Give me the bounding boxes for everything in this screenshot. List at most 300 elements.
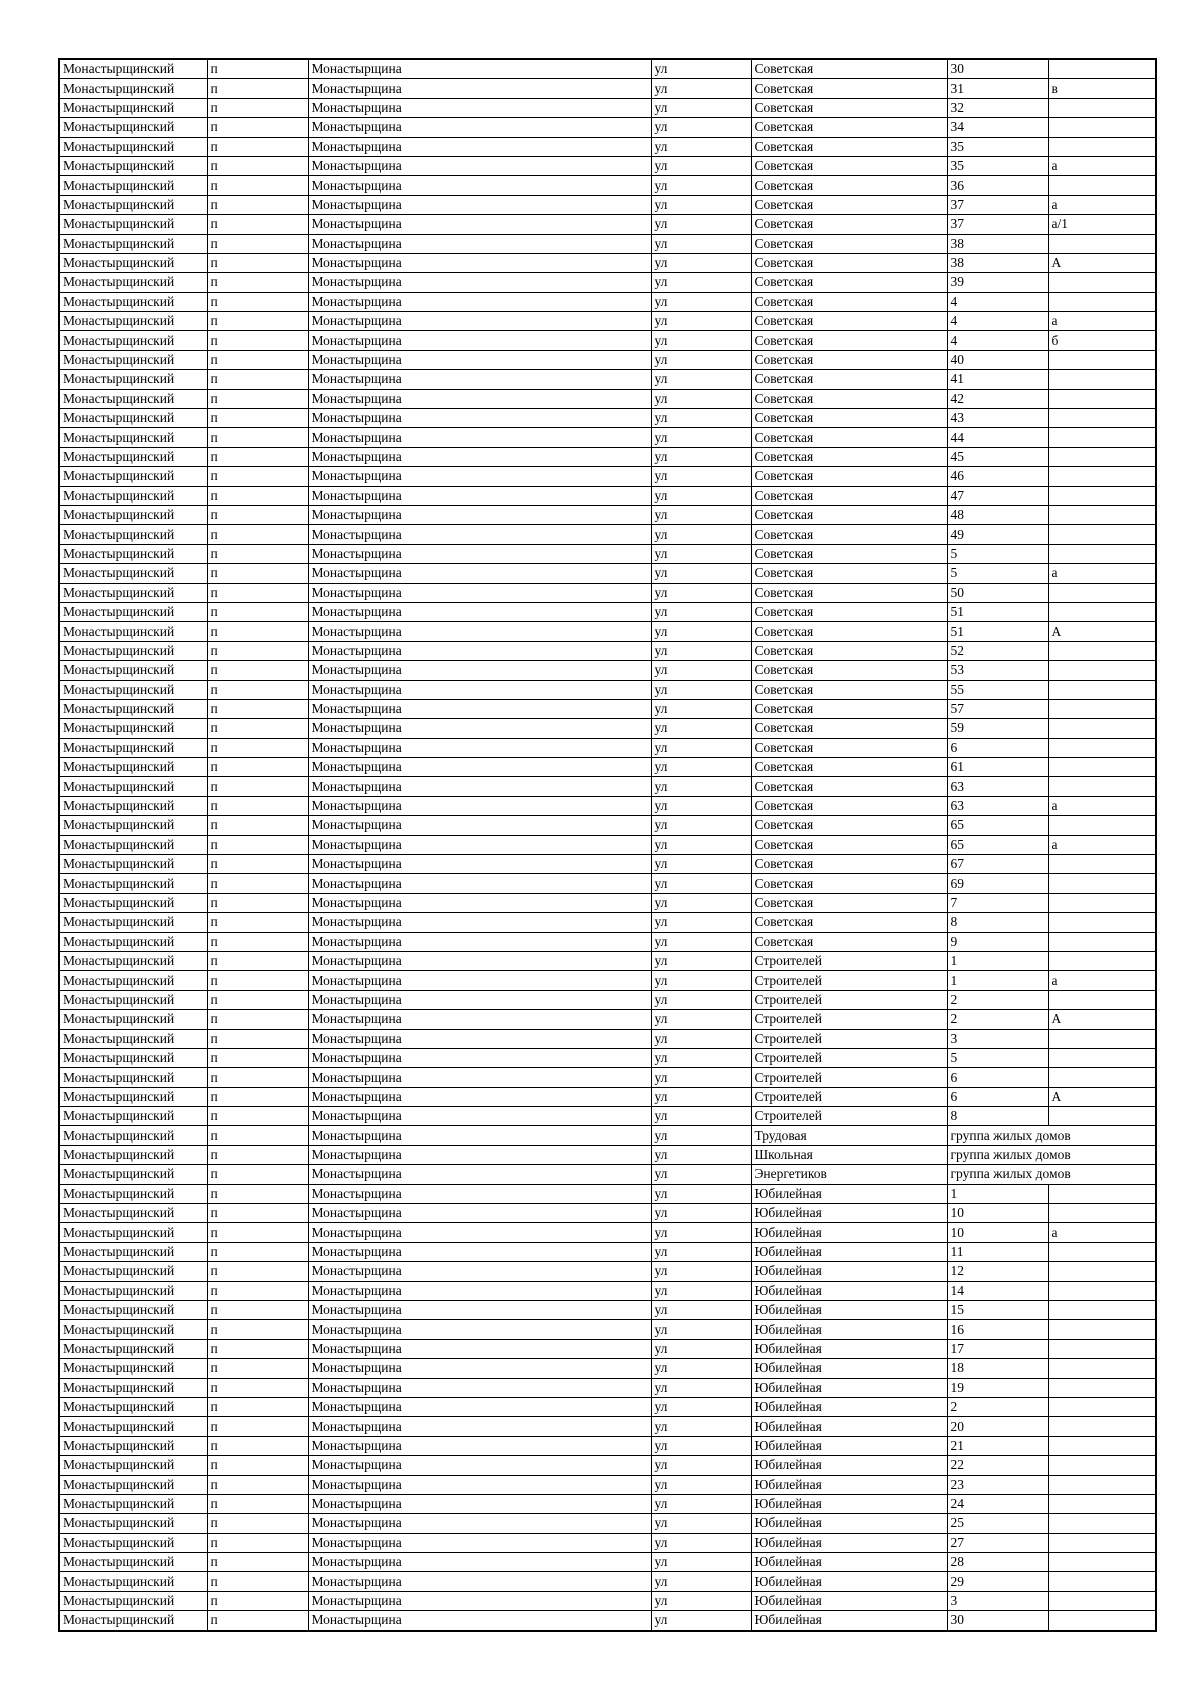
street-type-cell: ул bbox=[651, 1475, 751, 1494]
street-type-cell: ул bbox=[651, 1320, 751, 1339]
house-cell: 67 bbox=[947, 855, 1048, 874]
table-row bbox=[59, 1010, 1156, 1029]
settlement-cell: Монастырщина bbox=[308, 234, 651, 253]
table-row bbox=[59, 409, 1156, 428]
table-row bbox=[59, 544, 1156, 563]
street-type-cell: ул bbox=[651, 273, 751, 292]
table-row bbox=[59, 564, 1156, 583]
letter-cell bbox=[1048, 1475, 1156, 1494]
settlement-cell: Монастырщина bbox=[308, 1223, 651, 1242]
settlement-cell: Монастырщина bbox=[308, 312, 651, 331]
table-row bbox=[59, 1533, 1156, 1552]
letter-cell bbox=[1048, 1301, 1156, 1320]
table-row bbox=[59, 1204, 1156, 1223]
district-cell: Монастырщинский bbox=[59, 486, 207, 505]
settlement-cell: Монастырщина bbox=[308, 680, 651, 699]
letter-cell bbox=[1048, 951, 1156, 970]
district-cell: Монастырщинский bbox=[59, 1611, 207, 1631]
settlement-type-cell: п bbox=[207, 292, 308, 311]
street-cell: Советская bbox=[751, 137, 947, 156]
settlement-type-cell: п bbox=[207, 195, 308, 214]
house-cell: 55 bbox=[947, 680, 1048, 699]
street-type-cell: ул bbox=[651, 1087, 751, 1106]
street-type-cell: ул bbox=[651, 467, 751, 486]
district-cell: Монастырщинский bbox=[59, 1048, 207, 1067]
house-cell: 47 bbox=[947, 486, 1048, 505]
street-cell: Советская bbox=[751, 758, 947, 777]
house-cell: 25 bbox=[947, 1514, 1048, 1533]
street-cell: Строителей bbox=[751, 990, 947, 1009]
settlement-cell: Монастырщина bbox=[308, 971, 651, 990]
house-cell: 8 bbox=[947, 913, 1048, 932]
house-cell: 23 bbox=[947, 1475, 1048, 1494]
street-type-cell: ул bbox=[651, 195, 751, 214]
district-cell: Монастырщинский bbox=[59, 137, 207, 156]
district-cell: Монастырщинский bbox=[59, 719, 207, 738]
district-cell: Монастырщинский bbox=[59, 932, 207, 951]
street-cell: Юбилейная bbox=[751, 1494, 947, 1513]
district-cell: Монастырщинский bbox=[59, 738, 207, 757]
district-cell: Монастырщинский bbox=[59, 409, 207, 428]
street-type-cell: ул bbox=[651, 641, 751, 660]
letter-cell bbox=[1048, 137, 1156, 156]
district-cell: Монастырщинский bbox=[59, 1436, 207, 1455]
settlement-type-cell: п bbox=[207, 137, 308, 156]
street-type-cell: ул bbox=[651, 1514, 751, 1533]
settlement-cell: Монастырщина bbox=[308, 1533, 651, 1552]
letter-cell bbox=[1048, 1611, 1156, 1631]
street-cell: Советская bbox=[751, 292, 947, 311]
settlement-cell: Монастырщина bbox=[308, 195, 651, 214]
table-row bbox=[59, 1223, 1156, 1242]
settlement-cell: Монастырщина bbox=[308, 176, 651, 195]
street-cell: Строителей bbox=[751, 1068, 947, 1087]
letter-cell bbox=[1048, 777, 1156, 796]
settlement-cell: Монастырщина bbox=[308, 855, 651, 874]
house-cell: 30 bbox=[947, 1611, 1048, 1631]
street-type-cell: ул bbox=[651, 215, 751, 234]
district-cell: Монастырщинский bbox=[59, 680, 207, 699]
district-cell: Монастырщинский bbox=[59, 602, 207, 621]
table-row bbox=[59, 1184, 1156, 1203]
table-row bbox=[59, 1145, 1156, 1164]
settlement-type-cell: п bbox=[207, 758, 308, 777]
settlement-type-cell: п bbox=[207, 796, 308, 815]
letter-cell bbox=[1048, 1242, 1156, 1261]
table-row bbox=[59, 816, 1156, 835]
settlement-type-cell: п bbox=[207, 544, 308, 563]
settlement-cell: Монастырщина bbox=[308, 913, 651, 932]
street-type-cell: ул bbox=[651, 1301, 751, 1320]
district-cell: Монастырщинский bbox=[59, 1417, 207, 1436]
table-row bbox=[59, 855, 1156, 874]
letter-cell: а bbox=[1048, 195, 1156, 214]
street-cell: Юбилейная bbox=[751, 1301, 947, 1320]
house-cell: 35 bbox=[947, 137, 1048, 156]
street-cell: Строителей bbox=[751, 1107, 947, 1126]
street-type-cell: ул bbox=[651, 544, 751, 563]
house-cell: 52 bbox=[947, 641, 1048, 660]
district-cell: Монастырщинский bbox=[59, 1107, 207, 1126]
letter-cell bbox=[1048, 738, 1156, 757]
letter-cell bbox=[1048, 1533, 1156, 1552]
house-cell: 19 bbox=[947, 1378, 1048, 1397]
letter-cell bbox=[1048, 1378, 1156, 1397]
letter-cell bbox=[1048, 1436, 1156, 1455]
settlement-type-cell: п bbox=[207, 719, 308, 738]
house-cell: 44 bbox=[947, 428, 1048, 447]
street-cell: Советская bbox=[751, 583, 947, 602]
street-type-cell: ул bbox=[651, 505, 751, 524]
district-cell: Монастырщинский bbox=[59, 370, 207, 389]
settlement-type-cell: п bbox=[207, 1475, 308, 1494]
settlement-cell: Монастырщина bbox=[308, 796, 651, 815]
street-type-cell: ул bbox=[651, 1397, 751, 1416]
house-cell: 3 bbox=[947, 1591, 1048, 1610]
settlement-type-cell: п bbox=[207, 1204, 308, 1223]
street-type-cell: ул bbox=[651, 370, 751, 389]
district-cell: Монастырщинский bbox=[59, 1165, 207, 1184]
table-row bbox=[59, 1456, 1156, 1475]
district-cell: Монастырщинский bbox=[59, 661, 207, 680]
street-type-cell: ул bbox=[651, 525, 751, 544]
district-cell: Монастырщинский bbox=[59, 971, 207, 990]
settlement-type-cell: п bbox=[207, 951, 308, 970]
table-row bbox=[59, 98, 1156, 117]
street-type-cell: ул bbox=[651, 893, 751, 912]
house-cell: 50 bbox=[947, 583, 1048, 602]
house-cell: 20 bbox=[947, 1417, 1048, 1436]
street-type-cell: ул bbox=[651, 1223, 751, 1242]
street-cell: Юбилейная bbox=[751, 1553, 947, 1572]
letter-cell bbox=[1048, 990, 1156, 1009]
house-cell: 4 bbox=[947, 331, 1048, 350]
letter-cell bbox=[1048, 855, 1156, 874]
district-cell: Монастырщинский bbox=[59, 913, 207, 932]
table-row bbox=[59, 1553, 1156, 1572]
table-row bbox=[59, 1475, 1156, 1494]
letter-cell bbox=[1048, 1359, 1156, 1378]
district-cell: Монастырщинский bbox=[59, 428, 207, 447]
district-cell: Монастырщинский bbox=[59, 1359, 207, 1378]
street-type-cell: ул bbox=[651, 932, 751, 951]
street-type-cell: ул bbox=[651, 1126, 751, 1145]
settlement-cell: Монастырщина bbox=[308, 1436, 651, 1455]
settlement-type-cell: п bbox=[207, 641, 308, 660]
street-cell: Советская bbox=[751, 777, 947, 796]
district-cell: Монастырщинский bbox=[59, 699, 207, 718]
settlement-cell: Монастырщина bbox=[308, 1281, 651, 1300]
street-cell: Советская bbox=[751, 602, 947, 621]
street-cell: Советская bbox=[751, 796, 947, 815]
letter-cell bbox=[1048, 409, 1156, 428]
settlement-type-cell: п bbox=[207, 777, 308, 796]
settlement-cell: Монастырщина bbox=[308, 1417, 651, 1436]
settlement-type-cell: п bbox=[207, 1107, 308, 1126]
settlement-cell: Монастырщина bbox=[308, 874, 651, 893]
table-row bbox=[59, 1087, 1156, 1106]
street-type-cell: ул bbox=[651, 1281, 751, 1300]
settlement-type-cell: п bbox=[207, 370, 308, 389]
letter-cell bbox=[1048, 758, 1156, 777]
table-row bbox=[59, 835, 1156, 854]
settlement-type-cell: п bbox=[207, 79, 308, 98]
settlement-cell: Монастырщина bbox=[308, 1397, 651, 1416]
letter-cell bbox=[1048, 893, 1156, 912]
table-row bbox=[59, 874, 1156, 893]
house-cell: 31 bbox=[947, 79, 1048, 98]
street-cell: Юбилейная bbox=[751, 1397, 947, 1416]
letter-cell bbox=[1048, 719, 1156, 738]
street-type-cell: ул bbox=[651, 913, 751, 932]
street-type-cell: ул bbox=[651, 1533, 751, 1552]
settlement-type-cell: п bbox=[207, 350, 308, 369]
address-table-body bbox=[59, 59, 1156, 1631]
district-cell: Монастырщинский bbox=[59, 234, 207, 253]
house-cell: 51 bbox=[947, 602, 1048, 621]
district-cell: Монастырщинский bbox=[59, 641, 207, 660]
letter-cell bbox=[1048, 1320, 1156, 1339]
settlement-type-cell: п bbox=[207, 1417, 308, 1436]
district-cell: Монастырщинский bbox=[59, 1553, 207, 1572]
street-type-cell: ул bbox=[651, 602, 751, 621]
house-cell: 69 bbox=[947, 874, 1048, 893]
table-row bbox=[59, 118, 1156, 137]
settlement-type-cell: п bbox=[207, 1359, 308, 1378]
house-cell: 6 bbox=[947, 738, 1048, 757]
street-cell: Строителей bbox=[751, 971, 947, 990]
house-cell: 5 bbox=[947, 1048, 1048, 1067]
street-type-cell: ул bbox=[651, 1553, 751, 1572]
house-cell: 53 bbox=[947, 661, 1048, 680]
street-cell: Советская bbox=[751, 273, 947, 292]
house-cell: 38 bbox=[947, 253, 1048, 272]
table-row bbox=[59, 738, 1156, 757]
settlement-type-cell: п bbox=[207, 1611, 308, 1631]
street-cell: Юбилейная bbox=[751, 1436, 947, 1455]
table-row bbox=[59, 1397, 1156, 1416]
street-cell: Советская bbox=[751, 370, 947, 389]
letter-cell bbox=[1048, 389, 1156, 408]
letter-cell bbox=[1048, 680, 1156, 699]
letter-cell bbox=[1048, 1494, 1156, 1513]
district-cell: Монастырщинский bbox=[59, 1126, 207, 1145]
settlement-type-cell: п bbox=[207, 1456, 308, 1475]
district-cell: Монастырщинский bbox=[59, 1475, 207, 1494]
address-table bbox=[58, 58, 1157, 1632]
settlement-cell: Монастырщина bbox=[308, 79, 651, 98]
settlement-cell: Монастырщина bbox=[308, 137, 651, 156]
settlement-cell: Монастырщина bbox=[308, 447, 651, 466]
house-cell: 9 bbox=[947, 932, 1048, 951]
district-cell: Монастырщинский bbox=[59, 389, 207, 408]
district-cell: Монастырщинский bbox=[59, 1301, 207, 1320]
street-type-cell: ул bbox=[651, 118, 751, 137]
settlement-cell: Монастырщина bbox=[308, 1029, 651, 1048]
letter-cell bbox=[1048, 1456, 1156, 1475]
house-cell: 12 bbox=[947, 1262, 1048, 1281]
table-row bbox=[59, 622, 1156, 641]
street-type-cell: ул bbox=[651, 990, 751, 1009]
table-row bbox=[59, 1281, 1156, 1300]
settlement-type-cell: п bbox=[207, 1068, 308, 1087]
house-cell: 32 bbox=[947, 98, 1048, 117]
settlement-cell: Монастырщина bbox=[308, 292, 651, 311]
settlement-cell: Монастырщина bbox=[308, 118, 651, 137]
settlement-cell: Монастырщина bbox=[308, 1611, 651, 1631]
house-cell: 65 bbox=[947, 835, 1048, 854]
table-row bbox=[59, 1514, 1156, 1533]
street-cell: Советская bbox=[751, 350, 947, 369]
street-type-cell: ул bbox=[651, 564, 751, 583]
street-cell: Юбилейная bbox=[751, 1591, 947, 1610]
street-cell: Юбилейная bbox=[751, 1281, 947, 1300]
settlement-type-cell: п bbox=[207, 1223, 308, 1242]
table-row bbox=[59, 1107, 1156, 1126]
letter-cell: а bbox=[1048, 156, 1156, 175]
street-cell: Строителей bbox=[751, 1087, 947, 1106]
letter-cell bbox=[1048, 544, 1156, 563]
district-cell: Монастырщинский bbox=[59, 1145, 207, 1164]
street-type-cell: ул bbox=[651, 156, 751, 175]
street-type-cell: ул bbox=[651, 777, 751, 796]
street-cell: Советская bbox=[751, 428, 947, 447]
table-row bbox=[59, 893, 1156, 912]
letter-cell bbox=[1048, 913, 1156, 932]
table-row bbox=[59, 428, 1156, 447]
letter-cell: а bbox=[1048, 835, 1156, 854]
letter-cell bbox=[1048, 1553, 1156, 1572]
house-cell: 18 bbox=[947, 1359, 1048, 1378]
table-row bbox=[59, 59, 1156, 79]
district-cell: Монастырщинский bbox=[59, 176, 207, 195]
street-cell: Юбилейная bbox=[751, 1611, 947, 1631]
street-cell: Юбилейная bbox=[751, 1475, 947, 1494]
house-cell: 8 bbox=[947, 1107, 1048, 1126]
letter-cell bbox=[1048, 602, 1156, 621]
district-cell: Монастырщинский bbox=[59, 1281, 207, 1300]
table-row bbox=[59, 215, 1156, 234]
settlement-type-cell: п bbox=[207, 564, 308, 583]
letter-cell: А bbox=[1048, 622, 1156, 641]
street-cell: Советская bbox=[751, 641, 947, 660]
settlement-cell: Монастырщина bbox=[308, 428, 651, 447]
district-cell: Монастырщинский bbox=[59, 1378, 207, 1397]
district-cell: Монастырщинский bbox=[59, 79, 207, 98]
settlement-cell: Монастырщина bbox=[308, 1107, 651, 1126]
house-cell: 28 bbox=[947, 1553, 1048, 1572]
district-cell: Монастырщинский bbox=[59, 855, 207, 874]
district-cell: Монастырщинский bbox=[59, 796, 207, 815]
settlement-cell: Монастырщина bbox=[308, 1242, 651, 1261]
street-type-cell: ул bbox=[651, 1204, 751, 1223]
district-cell: Монастырщинский bbox=[59, 1456, 207, 1475]
settlement-type-cell: п bbox=[207, 1339, 308, 1358]
table-row bbox=[59, 1339, 1156, 1358]
street-cell: Советская bbox=[751, 195, 947, 214]
table-row bbox=[59, 699, 1156, 718]
district-cell: Монастырщинский bbox=[59, 1242, 207, 1261]
table-row bbox=[59, 951, 1156, 970]
house-cell: 14 bbox=[947, 1281, 1048, 1300]
street-type-cell: ул bbox=[651, 331, 751, 350]
settlement-cell: Монастырщина bbox=[308, 835, 651, 854]
street-type-cell: ул bbox=[651, 176, 751, 195]
district-cell: Монастырщинский bbox=[59, 1514, 207, 1533]
settlement-cell: Монастырщина bbox=[308, 1475, 651, 1494]
settlement-cell: Монастырщина bbox=[308, 389, 651, 408]
settlement-type-cell: п bbox=[207, 855, 308, 874]
settlement-type-cell: п bbox=[207, 835, 308, 854]
settlement-cell: Монастырщина bbox=[308, 350, 651, 369]
settlement-type-cell: п bbox=[207, 816, 308, 835]
table-row bbox=[59, 719, 1156, 738]
street-type-cell: ул bbox=[651, 137, 751, 156]
settlement-type-cell: п bbox=[207, 1572, 308, 1591]
table-row bbox=[59, 1126, 1156, 1145]
street-type-cell: ул bbox=[651, 855, 751, 874]
house-cell: 51 bbox=[947, 622, 1048, 641]
letter-cell bbox=[1048, 1107, 1156, 1126]
house-cell: 10 bbox=[947, 1223, 1048, 1242]
settlement-cell: Монастырщина bbox=[308, 564, 651, 583]
district-cell: Монастырщинский bbox=[59, 874, 207, 893]
street-type-cell: ул bbox=[651, 738, 751, 757]
letter-cell: а bbox=[1048, 971, 1156, 990]
letter-cell: а bbox=[1048, 796, 1156, 815]
letter-cell bbox=[1048, 525, 1156, 544]
table-row bbox=[59, 602, 1156, 621]
table-row bbox=[59, 137, 1156, 156]
house-cell: 36 bbox=[947, 176, 1048, 195]
table-row bbox=[59, 1494, 1156, 1513]
house-cell: 10 bbox=[947, 1204, 1048, 1223]
table-row bbox=[59, 234, 1156, 253]
settlement-cell: Монастырщина bbox=[308, 98, 651, 117]
settlement-type-cell: п bbox=[207, 234, 308, 253]
settlement-cell: Монастырщина bbox=[308, 719, 651, 738]
settlement-type-cell: п bbox=[207, 680, 308, 699]
settlement-type-cell: п bbox=[207, 505, 308, 524]
table-row bbox=[59, 350, 1156, 369]
table-row bbox=[59, 641, 1156, 660]
settlement-cell: Монастырщина bbox=[308, 1514, 651, 1533]
settlement-type-cell: п bbox=[207, 1553, 308, 1572]
table-row bbox=[59, 1417, 1156, 1436]
table-row bbox=[59, 796, 1156, 815]
house-cell: 29 bbox=[947, 1572, 1048, 1591]
street-cell: Советская bbox=[751, 98, 947, 117]
street-cell: Советская bbox=[751, 176, 947, 195]
settlement-cell: Монастырщина bbox=[308, 1591, 651, 1610]
house-cell: 1 bbox=[947, 1184, 1048, 1203]
settlement-type-cell: п bbox=[207, 1048, 308, 1067]
table-row bbox=[59, 661, 1156, 680]
street-type-cell: ул bbox=[651, 79, 751, 98]
letter-cell bbox=[1048, 1281, 1156, 1300]
settlement-cell: Монастырщина bbox=[308, 331, 651, 350]
street-cell: Юбилейная bbox=[751, 1456, 947, 1475]
street-cell: Советская bbox=[751, 331, 947, 350]
settlement-cell: Монастырщина bbox=[308, 1456, 651, 1475]
letter-cell bbox=[1048, 292, 1156, 311]
table-row bbox=[59, 505, 1156, 524]
street-cell: Советская bbox=[751, 118, 947, 137]
house-cell: 40 bbox=[947, 350, 1048, 369]
letter-cell bbox=[1048, 932, 1156, 951]
settlement-cell: Монастырщина bbox=[308, 816, 651, 835]
letter-cell bbox=[1048, 467, 1156, 486]
